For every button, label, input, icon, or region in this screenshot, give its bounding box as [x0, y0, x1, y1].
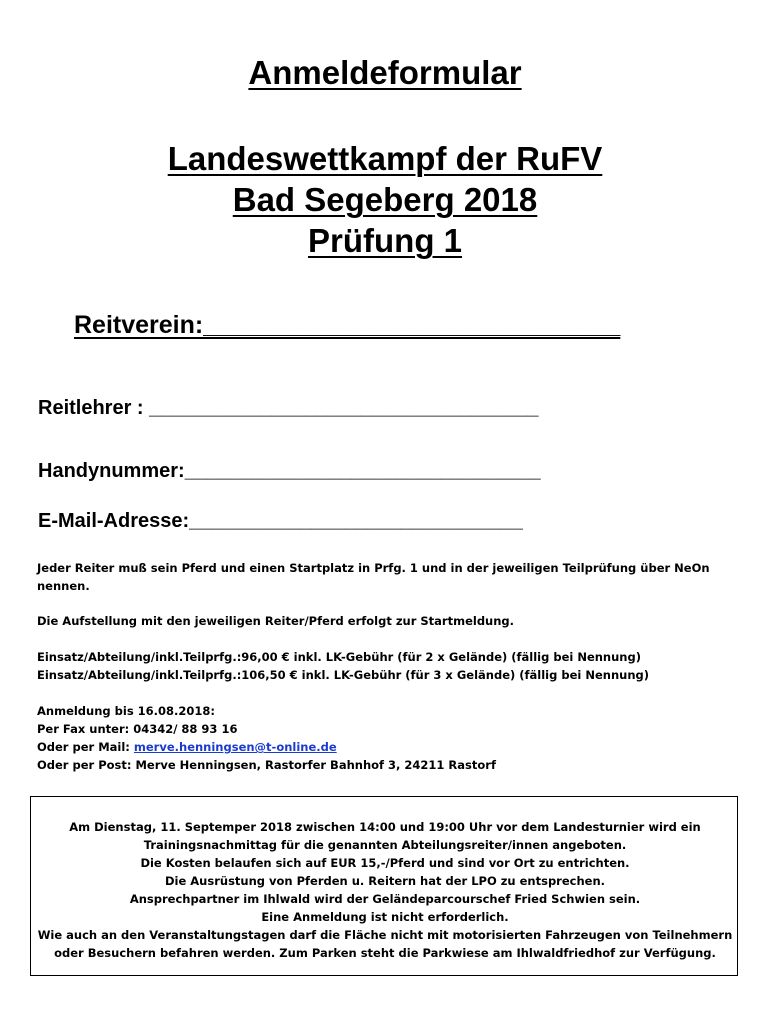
fee-line-2: Einsatz/Abteilung/inkl.Teilprfg.:106,50 € inkl. LK-Gebühr (für 3 x Gelände) (fällig bei Nennung): [37, 668, 649, 682]
event-title-line1: Landeswettkampf der RuFV: [167, 140, 603, 177]
info-paragraph-line2: nennen.: [37, 579, 90, 593]
event-title-line2: Bad Segeberg 2018: [232, 181, 538, 218]
info-paragraph-line1: Jeder Reiter muß sein Pferd und einen Startplatz in Prfg. 1 und in der jeweiligen Teilprüfung über NeOn: [37, 561, 710, 575]
notice-line-6: Eine Anmeldung ist nicht erforderlich.: [261, 910, 509, 924]
event-title-line3: Prüfung 1: [308, 222, 462, 259]
club-field[interactable]: Reitverein:______________________________: [74, 311, 621, 339]
fax-line: Per Fax unter: 04342/ 88 93 16: [37, 722, 238, 736]
mail-prefix: Oder per Mail:: [37, 740, 134, 754]
mail-line: [37, 738, 737, 756]
fee-line-1: Einsatz/Abteilung/inkl.Teilprfg.:96,00 € inkl. LK-Gebühr (für 2 x Gelände) (fällig bei Nennung): [37, 650, 641, 664]
instructor-field[interactable]: Reitlehrer : ___________________________________: [38, 397, 539, 419]
phone-field[interactable]: Handynummer:________________________________: [38, 460, 541, 482]
notice-line-2: Trainingsnachmittag für die genannten Abteilungsreiter/innen angeboten.: [143, 838, 627, 852]
email-field[interactable]: E-Mail-Adresse:______________________________: [38, 510, 523, 532]
notice-line-5: Ansprechpartner im Ihlwald wird der Geländeparcourschef Fried Schwien sein.: [129, 892, 641, 906]
notice-line-4: Die Ausrüstung von Pferden u. Reitern hat der LPO zu entsprechen.: [164, 874, 606, 888]
notice-line-1: Am Dienstag, 11. Septemper 2018 zwischen 14:00 und 19:00 Uhr vor dem Landesturnier wird ein: [69, 820, 701, 834]
deadline-line: Anmeldung bis 16.08.2018:: [37, 704, 216, 718]
post-line: Oder per Post: Merve Henningsen, Rastorfer Bahnhof 3, 24211 Rastorf: [37, 758, 496, 772]
form-title: Anmeldeformular: [248, 54, 522, 91]
lineup-note: Die Aufstellung mit den jeweiligen Reiter/Pferd erfolgt zur Startmeldung.: [37, 614, 515, 628]
notice-line-7: Wie auch an den Veranstaltungstagen darf die Fläche nicht mit motorisierten Fahrzeugen von Teilnehmern: [37, 928, 733, 942]
notice-line-3: Die Kosten belaufen sich auf EUR 15,-/Pferd und sind vor Ort zu entrichten.: [140, 856, 630, 870]
mail-link[interactable]: merve.henningsen@t-online.de: [133, 740, 337, 754]
notice-line-8: oder Besuchern befahren werden. Zum Parken steht die Parkwiese am Ihlwaldfriedhof zur Verfügung.: [54, 946, 716, 960]
